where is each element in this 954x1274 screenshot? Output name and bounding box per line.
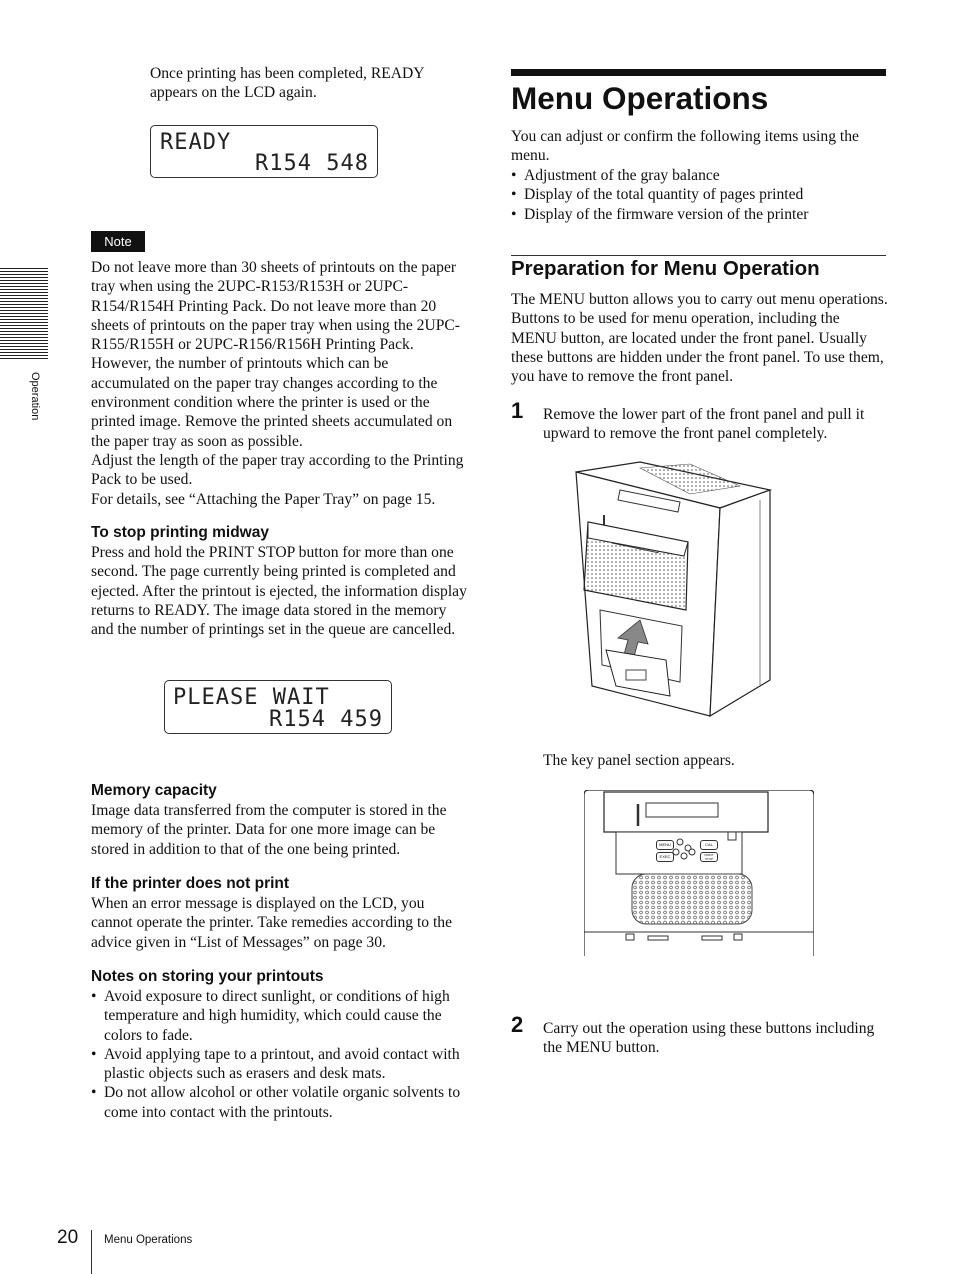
lcd-line-2: R154 548 xyxy=(255,151,369,176)
storing-heading: Notes on storing your printouts xyxy=(91,968,324,985)
cal-key: CAL xyxy=(700,840,718,850)
storing-list xyxy=(91,987,467,1122)
step-2-text: Carry out the operation using these buttons including the MENU button. xyxy=(543,1020,875,1057)
section-rule xyxy=(511,255,886,256)
figure-caption: The key panel section appears. xyxy=(543,752,735,769)
lcd-display-ready xyxy=(150,125,378,178)
title-rule xyxy=(511,69,886,76)
list-item: • Adjustment of the gray balance xyxy=(511,166,889,185)
step-1-number: 1 xyxy=(511,398,524,423)
print-stop-key: PRINT STOP xyxy=(700,852,718,862)
menu-items-list xyxy=(511,166,889,224)
side-tab-label: Operation xyxy=(29,372,41,421)
note-paragraph-2: Adjust the length of the paper tray according to the Printing Pack to be used. xyxy=(91,451,464,489)
page-number: 20 xyxy=(57,1227,79,1248)
menu-intro: You can adjust or confirm the following items using the menu. xyxy=(511,128,859,165)
noprint-heading: If the printer does not print xyxy=(91,875,290,892)
lcd-line-1: PLEASE WAIT xyxy=(173,685,330,710)
list-item: • Avoid applying tape to a printout, and avoid contact with plastic objects such as erasers and desk mats. xyxy=(91,1045,467,1084)
key-panel-illustration xyxy=(584,790,814,956)
note-paragraph-3: For details, see “Attaching the Paper Tray” on page 15. xyxy=(91,490,436,508)
lcd-line-2: R154 459 xyxy=(269,707,383,732)
section-text: The MENU button allows you to carry out menu operations. Buttons to be used for menu operation, including the MENU button, are located under the front panel. Usually these buttons are hidden under the front panel. To use them, you have to remove the front panel. xyxy=(511,291,888,386)
step-2-number: 2 xyxy=(511,1012,524,1037)
footer-section-label: Menu Operations xyxy=(104,1234,193,1246)
section-title: Preparation for Menu Operation xyxy=(511,257,820,280)
noprint-text: When an error message is displayed on the LCD, you cannot operate the printer. Take remedies according to the advice given in “List of Messages” on page 30. xyxy=(91,895,453,951)
footer-divider xyxy=(91,1230,92,1274)
printer-illustration xyxy=(570,460,775,720)
intro-text: Once printing has been completed, READY appears on the LCD again. xyxy=(150,65,424,102)
note-paragraph-1: Do not leave more than 30 sheets of printouts on the paper tray when using the 2UPC-R153/R153H or 2UPC-R154/R154H Printing Pack. Do not leave more than 20 sheets of printouts on the paper tray when using the 2UPC-R155/R155H or 2UPC-R156/R156H Printing Pack. However, the number of printouts which can be accumulated on the paper tray changes according to the environment condition where the printer is used or the printed image. Remove the printed sheets accumulated on the paper tray as soon as possible. xyxy=(91,259,460,450)
side-tab-stripes xyxy=(0,268,48,360)
note-body xyxy=(91,258,467,509)
note-badge: Note xyxy=(91,231,145,252)
stop-heading: To stop printing midway xyxy=(91,524,269,541)
list-item: • Display of the total quantity of pages printed xyxy=(511,185,889,204)
page-title: Menu Operations xyxy=(511,80,769,116)
stop-text: Press and hold the PRINT STOP button for more than one second. The page currently being printed is completed and ejected. After the printout is ejected, the information display returns to READY. The image data stored in the memory and the number of printings set in the queue are cancelled. xyxy=(91,544,467,639)
step-1-text: Remove the lower part of the front panel and pull it upward to remove the front panel completely. xyxy=(543,406,865,443)
memory-text: Image data transferred from the computer is stored in the memory of the printer. Data for one more image can be stored in addition to that of the one being printed. xyxy=(91,802,447,858)
exec-key: EXEC xyxy=(656,852,674,862)
lcd-display-please-wait xyxy=(164,680,392,734)
lcd-line-1: READY xyxy=(160,130,232,155)
menu-key: MENU xyxy=(656,840,674,850)
list-item: • Avoid exposure to direct sunlight, or conditions of high temperature and high humidity, which could cause the colors to fade. xyxy=(91,987,467,1045)
list-item: • Do not allow alcohol or other volatile organic solvents to come into contact with the printouts. xyxy=(91,1083,467,1122)
key-panel-drawing xyxy=(584,790,814,956)
list-item: • Display of the firmware version of the printer xyxy=(511,205,889,224)
memory-heading: Memory capacity xyxy=(91,782,217,799)
